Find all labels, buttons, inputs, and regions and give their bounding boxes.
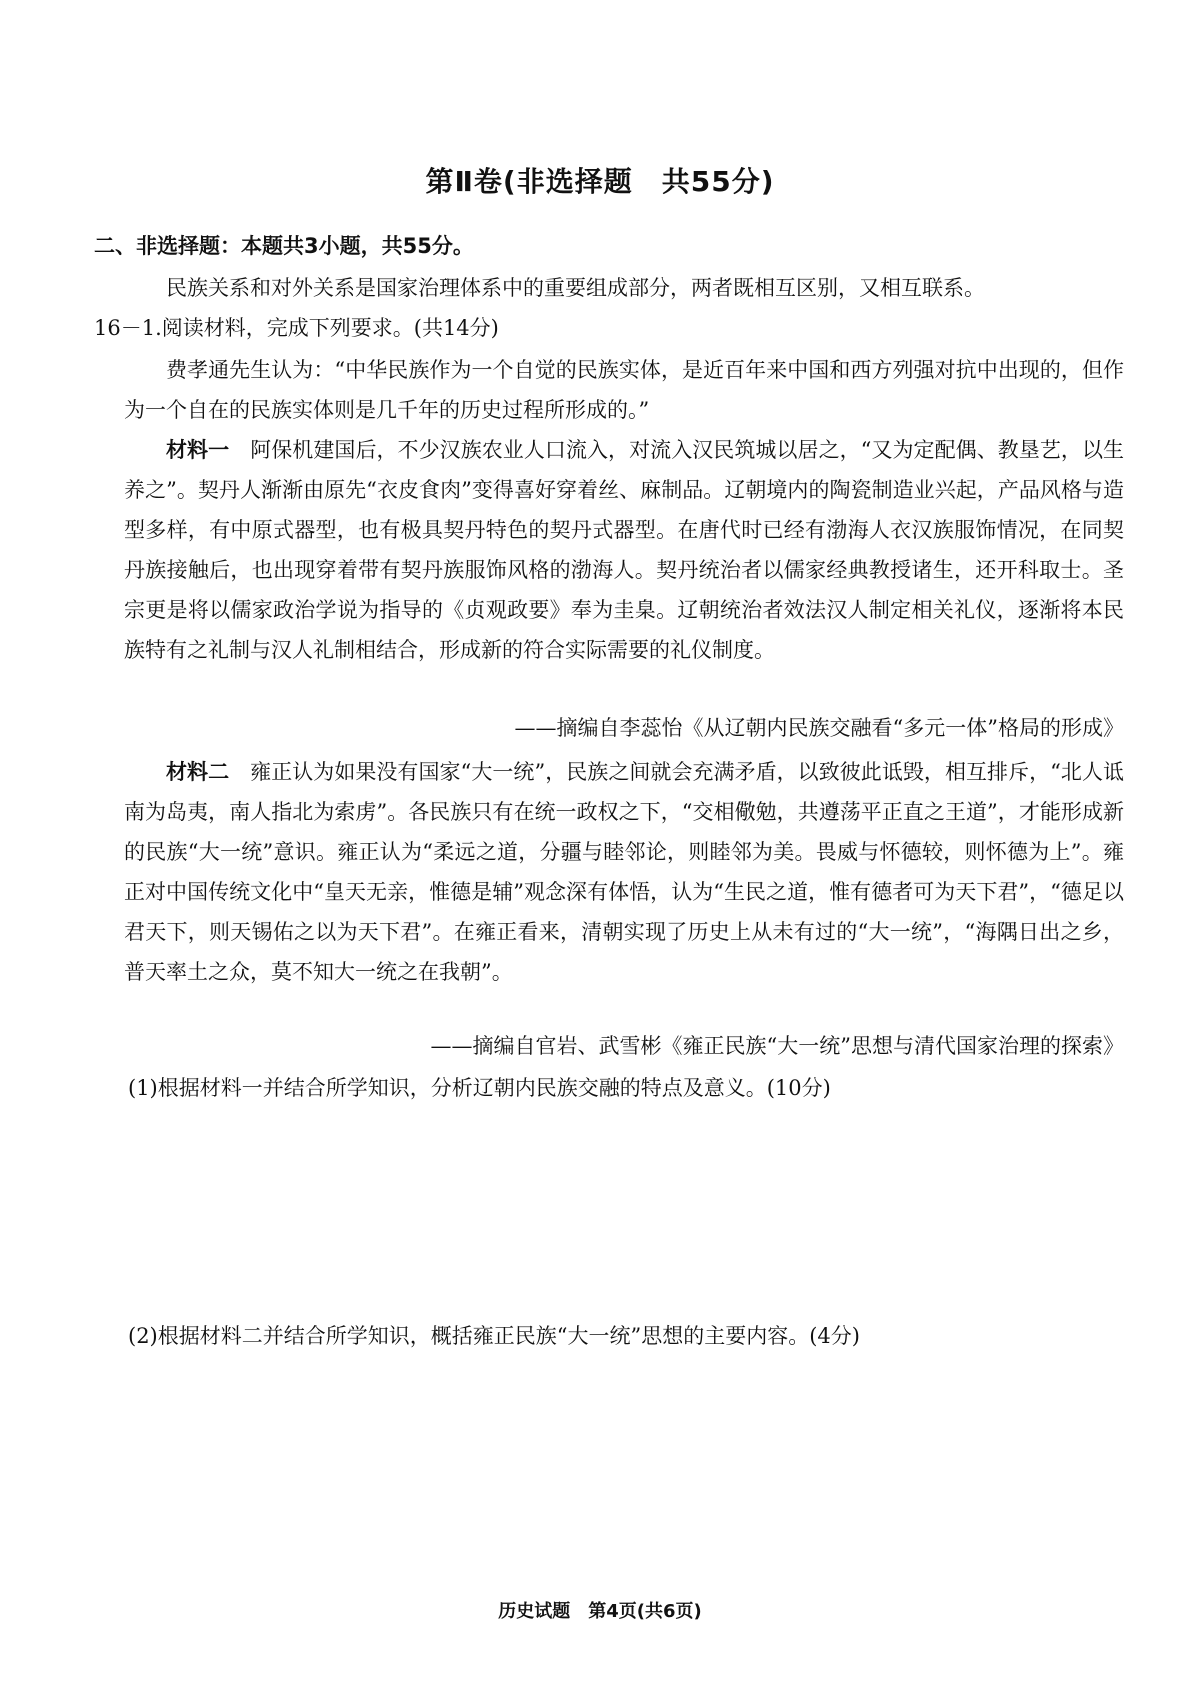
sub-question-2: (2)根据材料二并结合所学知识，概括雍正民族“大一统”思想的主要内容。(4分)	[128, 1324, 860, 1348]
sub-question-1: (1)根据材料一并结合所学知识，分析辽朝内民族交融的特点及意义。(10分)	[128, 1076, 831, 1100]
material-one-text: 阿保机建国后，不少汉族农业人口流入，对流入汉民筑城以居之，“又为定配偶、教垦艺，以生养之”。契丹人渐渐由原先“衣皮食肉”变得喜好穿着丝、麻制品。辽朝境内的陶瓷制造业兴起，产品风格与造型多样，有中原式器型，也有极具契丹特色的契丹式器型。在唐代时已经有渤海人衣汉族服饰情况，在同契丹族接触后，也出现穿着带有契丹族服饰风格的渤海人。契丹统治者以儒家经典教授诸生，还开科取士。圣宗更是将以儒家政治学说为指导的《贞观政要》奉为圭臬。辽朝统治者效法汉人制定相关礼仪，逐渐将本民族特有之礼制与汉人礼制相结合，形成新的符合实际需要的礼仪制度。	[124, 438, 1125, 662]
material-one-label: 材料一	[166, 438, 230, 462]
material-two-label: 材料二	[166, 760, 230, 784]
answer-space-1[interactable]	[128, 1112, 1118, 1312]
page-title: 第Ⅱ卷(非选择题 共55分)	[425, 165, 775, 198]
quote-paragraph: 费孝通先生认为：“中华民族作为一个自觉的民族实体，是近百年来中国和西方列强对抗中出现的，但作为一个自在的民族实体则是几千年的历史过程所形成的。”	[124, 358, 1124, 422]
material-one-source: ——摘编自李蕊怡《从辽朝内民族交融看“多元一体”格局的形成》	[514, 716, 1124, 740]
material-two	[124, 752, 1124, 992]
section-header: 二、非选择题：本题共3小题，共55分。	[94, 234, 474, 258]
section-intro: 民族关系和对外关系是国家治理体系中的重要组成部分，两者既相互区别，又相互联系。	[166, 276, 985, 300]
material-one	[124, 430, 1124, 670]
material-two-text: 雍正认为如果没有国家“大一统”，民族之间就会充满矛盾，以致彼此诋毁，相互排斥，“北人诋南为岛夷，南人指北为索虏”。各民族只有在统一政权之下，“交相儆勉，共遵荡平正直之王道”，才能形成新的民族“大一统”意识。雍正认为“柔远之道，分疆与睦邻论，则睦邻为美。畏威与怀德较，则怀德为上”。雍正对中国传统文化中“皇天无亲，惟德是辅”观念深有体悟，认为“生民之道，惟有德者可为天下君”，“德足以君天下，则天锡佑之以为天下君”。在雍正看来，清朝实现了历史上从未有过的“大一统”，“海隅日出之乡，普天率土之众，莫不知大一统之在我朝”。	[124, 760, 1124, 984]
answer-space-2[interactable]	[128, 1360, 1118, 1560]
question-header: 16－1.阅读材料，完成下列要求。(共14分)	[94, 316, 499, 340]
page-footer: 历史试题 第4页(共6页)	[498, 1601, 702, 1622]
material-two-source: ——摘编自官岩、武雪彬《雍正民族“大一统”思想与清代国家治理的探索》	[430, 1034, 1124, 1058]
